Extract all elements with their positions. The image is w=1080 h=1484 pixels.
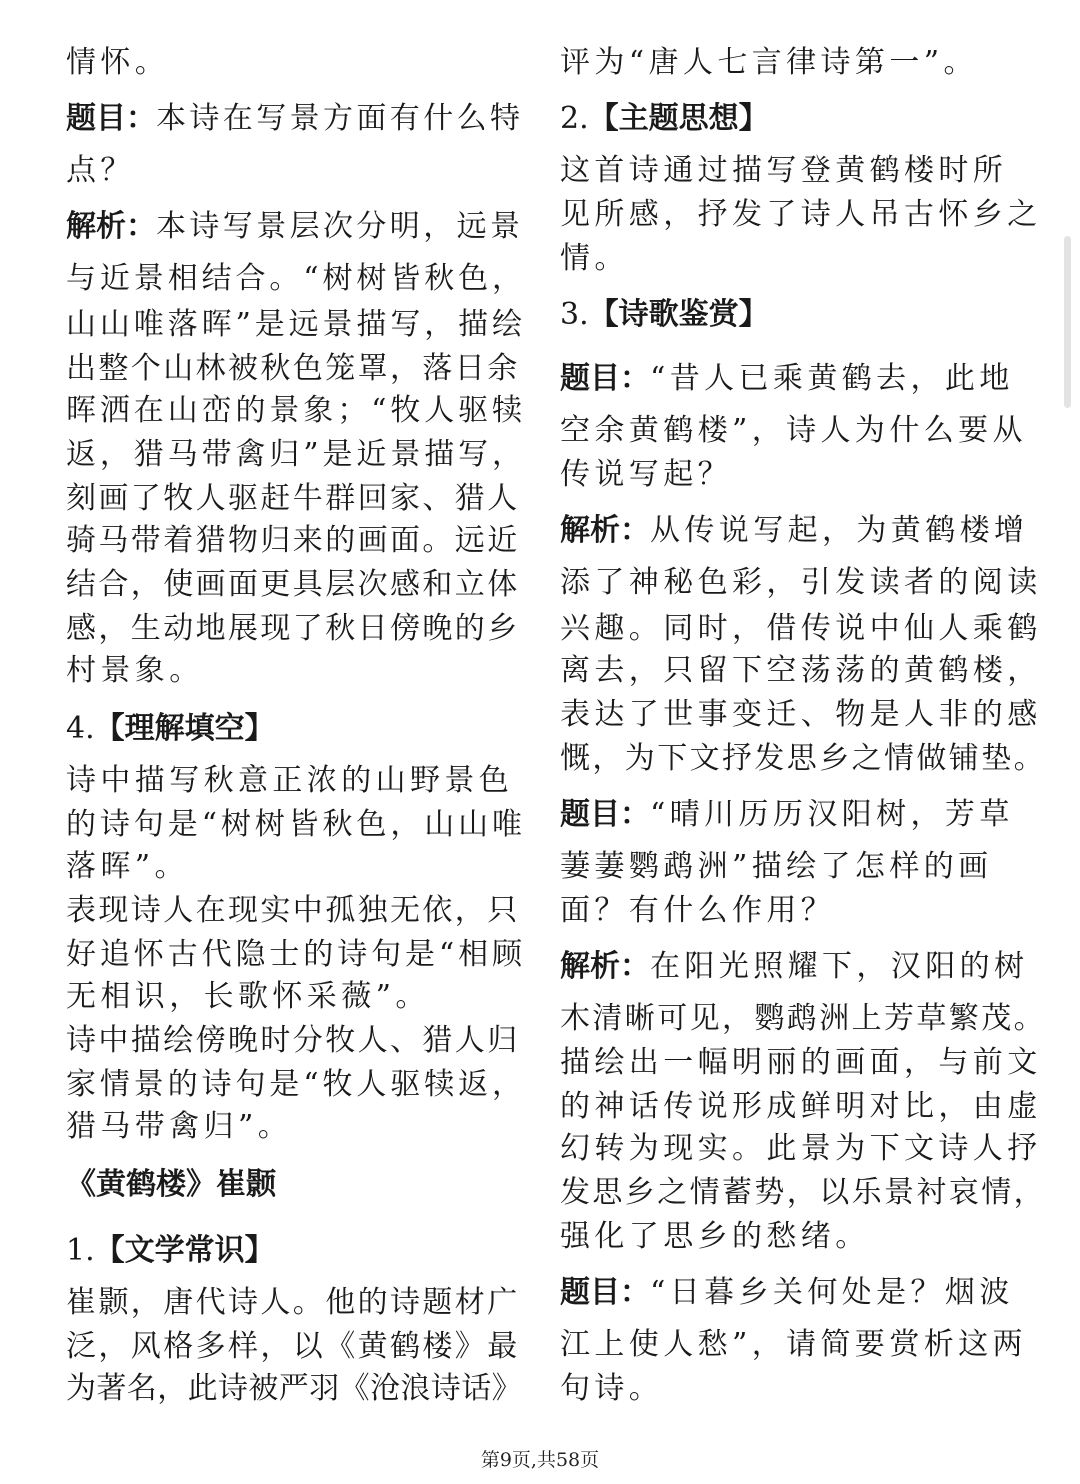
fill-text: 的诗句是“树树皆秋色，山山唯 <box>66 807 526 842</box>
analysis-text: 在阳光照耀下，汉阳的树 <box>650 949 1029 984</box>
section-title: 【诗歌鉴赏】 <box>588 297 769 332</box>
question-text: “昔人已乘黄鹤去，此地 <box>650 361 1014 396</box>
analysis-text: 表达了世事变迁、物是人非的感 <box>560 697 1042 732</box>
analysis-text: 骑马带着猎物归来的画面。远近 <box>66 523 520 558</box>
section-title: 【主题思想】 <box>588 101 769 136</box>
theme-text: 见所感，抒发了诗人吊古怀乡之 <box>560 197 1042 232</box>
question-text: 空余黄鹤楼”，诗人为什么要从 <box>560 413 1027 448</box>
question-line <box>560 797 1014 832</box>
analysis-label: 解析： <box>66 209 156 244</box>
section-heading-4 <box>66 711 275 746</box>
analysis-label: 解析： <box>560 513 650 548</box>
knowledge-text: 为著名，此诗被严羽《沧浪诗话》 <box>66 1371 522 1406</box>
section-number: 2. <box>560 101 589 136</box>
analysis-text: 离去，只留下空荡荡的黄鹤楼， <box>560 653 1042 688</box>
section-heading-1 <box>66 1233 275 1268</box>
question-label: 题目： <box>560 797 650 832</box>
question-line <box>560 361 1014 396</box>
question-line <box>66 101 524 136</box>
theme-text: 这首诗通过描写登黄鹤楼时所 <box>560 153 1008 188</box>
fill-text: 无相识，长歌怀采薇”。 <box>66 979 430 1014</box>
fill-text: 猎马带禽归”。 <box>66 1109 293 1144</box>
analysis-text: 与近景相结合。“树树皆秋色， <box>66 261 526 296</box>
question-text: 点？ <box>66 153 135 188</box>
analysis-text: 结合，使画面更具层次感和立体 <box>66 567 520 602</box>
analysis-text: 幻转为现实。此景为下文诗人抒 <box>560 1131 1042 1166</box>
fill-text: 好追怀古代隐士的诗句是“相顾 <box>66 937 526 972</box>
analysis-text: 山山唯落晖”是远景描写，描绘 <box>66 307 526 342</box>
analysis-line <box>560 949 1029 984</box>
fill-text: 家情景的诗句是“牧人驱犊返， <box>66 1067 526 1102</box>
question-label: 题目： <box>560 361 650 396</box>
theme-text: 情。 <box>560 241 629 276</box>
fill-text: 诗中描绘傍晚时分牧人、猎人归 <box>66 1023 520 1058</box>
question-label: 题目： <box>560 1275 650 1310</box>
analysis-text: 的神话传说形成鲜明对比，由虚 <box>560 1089 1042 1124</box>
analysis-text: 发思乡之情蓄势，以乐景衬哀情， <box>560 1175 1046 1210</box>
analysis-text: 从传说写起，为黄鹤楼增 <box>650 513 1029 548</box>
fill-text: 诗中描写秋意正浓的山野景色 <box>66 763 514 798</box>
section-number: 1. <box>66 1233 95 1268</box>
analysis-label: 解析： <box>560 949 650 984</box>
knowledge-text: 崔颢，唐代诗人。他的诗题材广 <box>66 1285 520 1320</box>
section-heading-3 <box>560 297 769 332</box>
section-title: 【理解填空】 <box>94 711 275 746</box>
poem-title-text: 《黄鹤楼》崔颢 <box>66 1167 276 1202</box>
section-number: 4. <box>66 711 95 746</box>
scrollbar-thumb[interactable] <box>1064 236 1071 408</box>
section-heading-2 <box>560 101 769 136</box>
question-text: 萋萋鹦鹉洲”描绘了怎样的画 <box>560 849 993 884</box>
analysis-text: 兴趣。同时，借传说中仙人乘鹤 <box>560 611 1042 646</box>
question-text: 面？有什么作用？ <box>560 893 836 928</box>
analysis-text: 返，猎马带禽归”是近景描写， <box>66 437 526 472</box>
fill-text: 表现诗人在现实中孤独无依，只 <box>66 893 520 928</box>
continuation-line: 评为“唐人七言律诗第一”。 <box>560 45 978 80</box>
question-text: 江上使人愁”，请简要赏析这两 <box>560 1327 1027 1362</box>
analysis-text: 感，生动地展现了秋日傍晚的乡 <box>66 611 520 646</box>
analysis-text: 描绘出一幅明丽的画面，与前文 <box>560 1045 1042 1080</box>
analysis-line <box>560 513 1029 548</box>
question-line <box>560 1275 1014 1310</box>
analysis-text: 出整个山林被秋色笼罩，落日余 <box>66 351 520 386</box>
analysis-text: 强化了思乡的愁绪。 <box>560 1219 870 1254</box>
question-text: 本诗在写景方面有什么特 <box>156 101 524 136</box>
analysis-text: 添了神秘色彩，引发读者的阅读 <box>560 565 1042 600</box>
intro-line: 情怀。 <box>66 45 170 80</box>
analysis-text: 本诗写景层次分明，远景 <box>156 209 524 244</box>
analysis-line <box>66 209 524 244</box>
fill-text: 落晖”。 <box>66 849 189 884</box>
poem-title <box>66 1167 276 1202</box>
analysis-text: 慨，为下文抒发思乡之情做铺垫。 <box>560 741 1046 776</box>
page-footer: 第9页,共58页 <box>480 1449 600 1471</box>
analysis-text: 刻画了牧人驱赶牛群回家、猎人 <box>66 481 520 516</box>
analysis-text: 村景象。 <box>66 653 204 688</box>
knowledge-text: 泛，风格多样，以《黄鹤楼》最 <box>66 1329 520 1364</box>
section-number: 3. <box>560 297 589 332</box>
section-title: 【文学常识】 <box>94 1233 275 1268</box>
question-label: 题目： <box>66 101 156 136</box>
question-text: “晴川历历汉阳树，芳草 <box>650 797 1014 832</box>
question-text: 传说写起？ <box>560 457 732 492</box>
question-text: 句诗。 <box>560 1371 664 1406</box>
analysis-text: 晖洒在山峦的景象；“牧人驱犊 <box>66 393 526 428</box>
analysis-text: 木清晰可见，鹦鹉洲上芳草繁茂。 <box>560 1001 1046 1036</box>
question-text: “日暮乡关何处是？烟波 <box>650 1275 1014 1310</box>
